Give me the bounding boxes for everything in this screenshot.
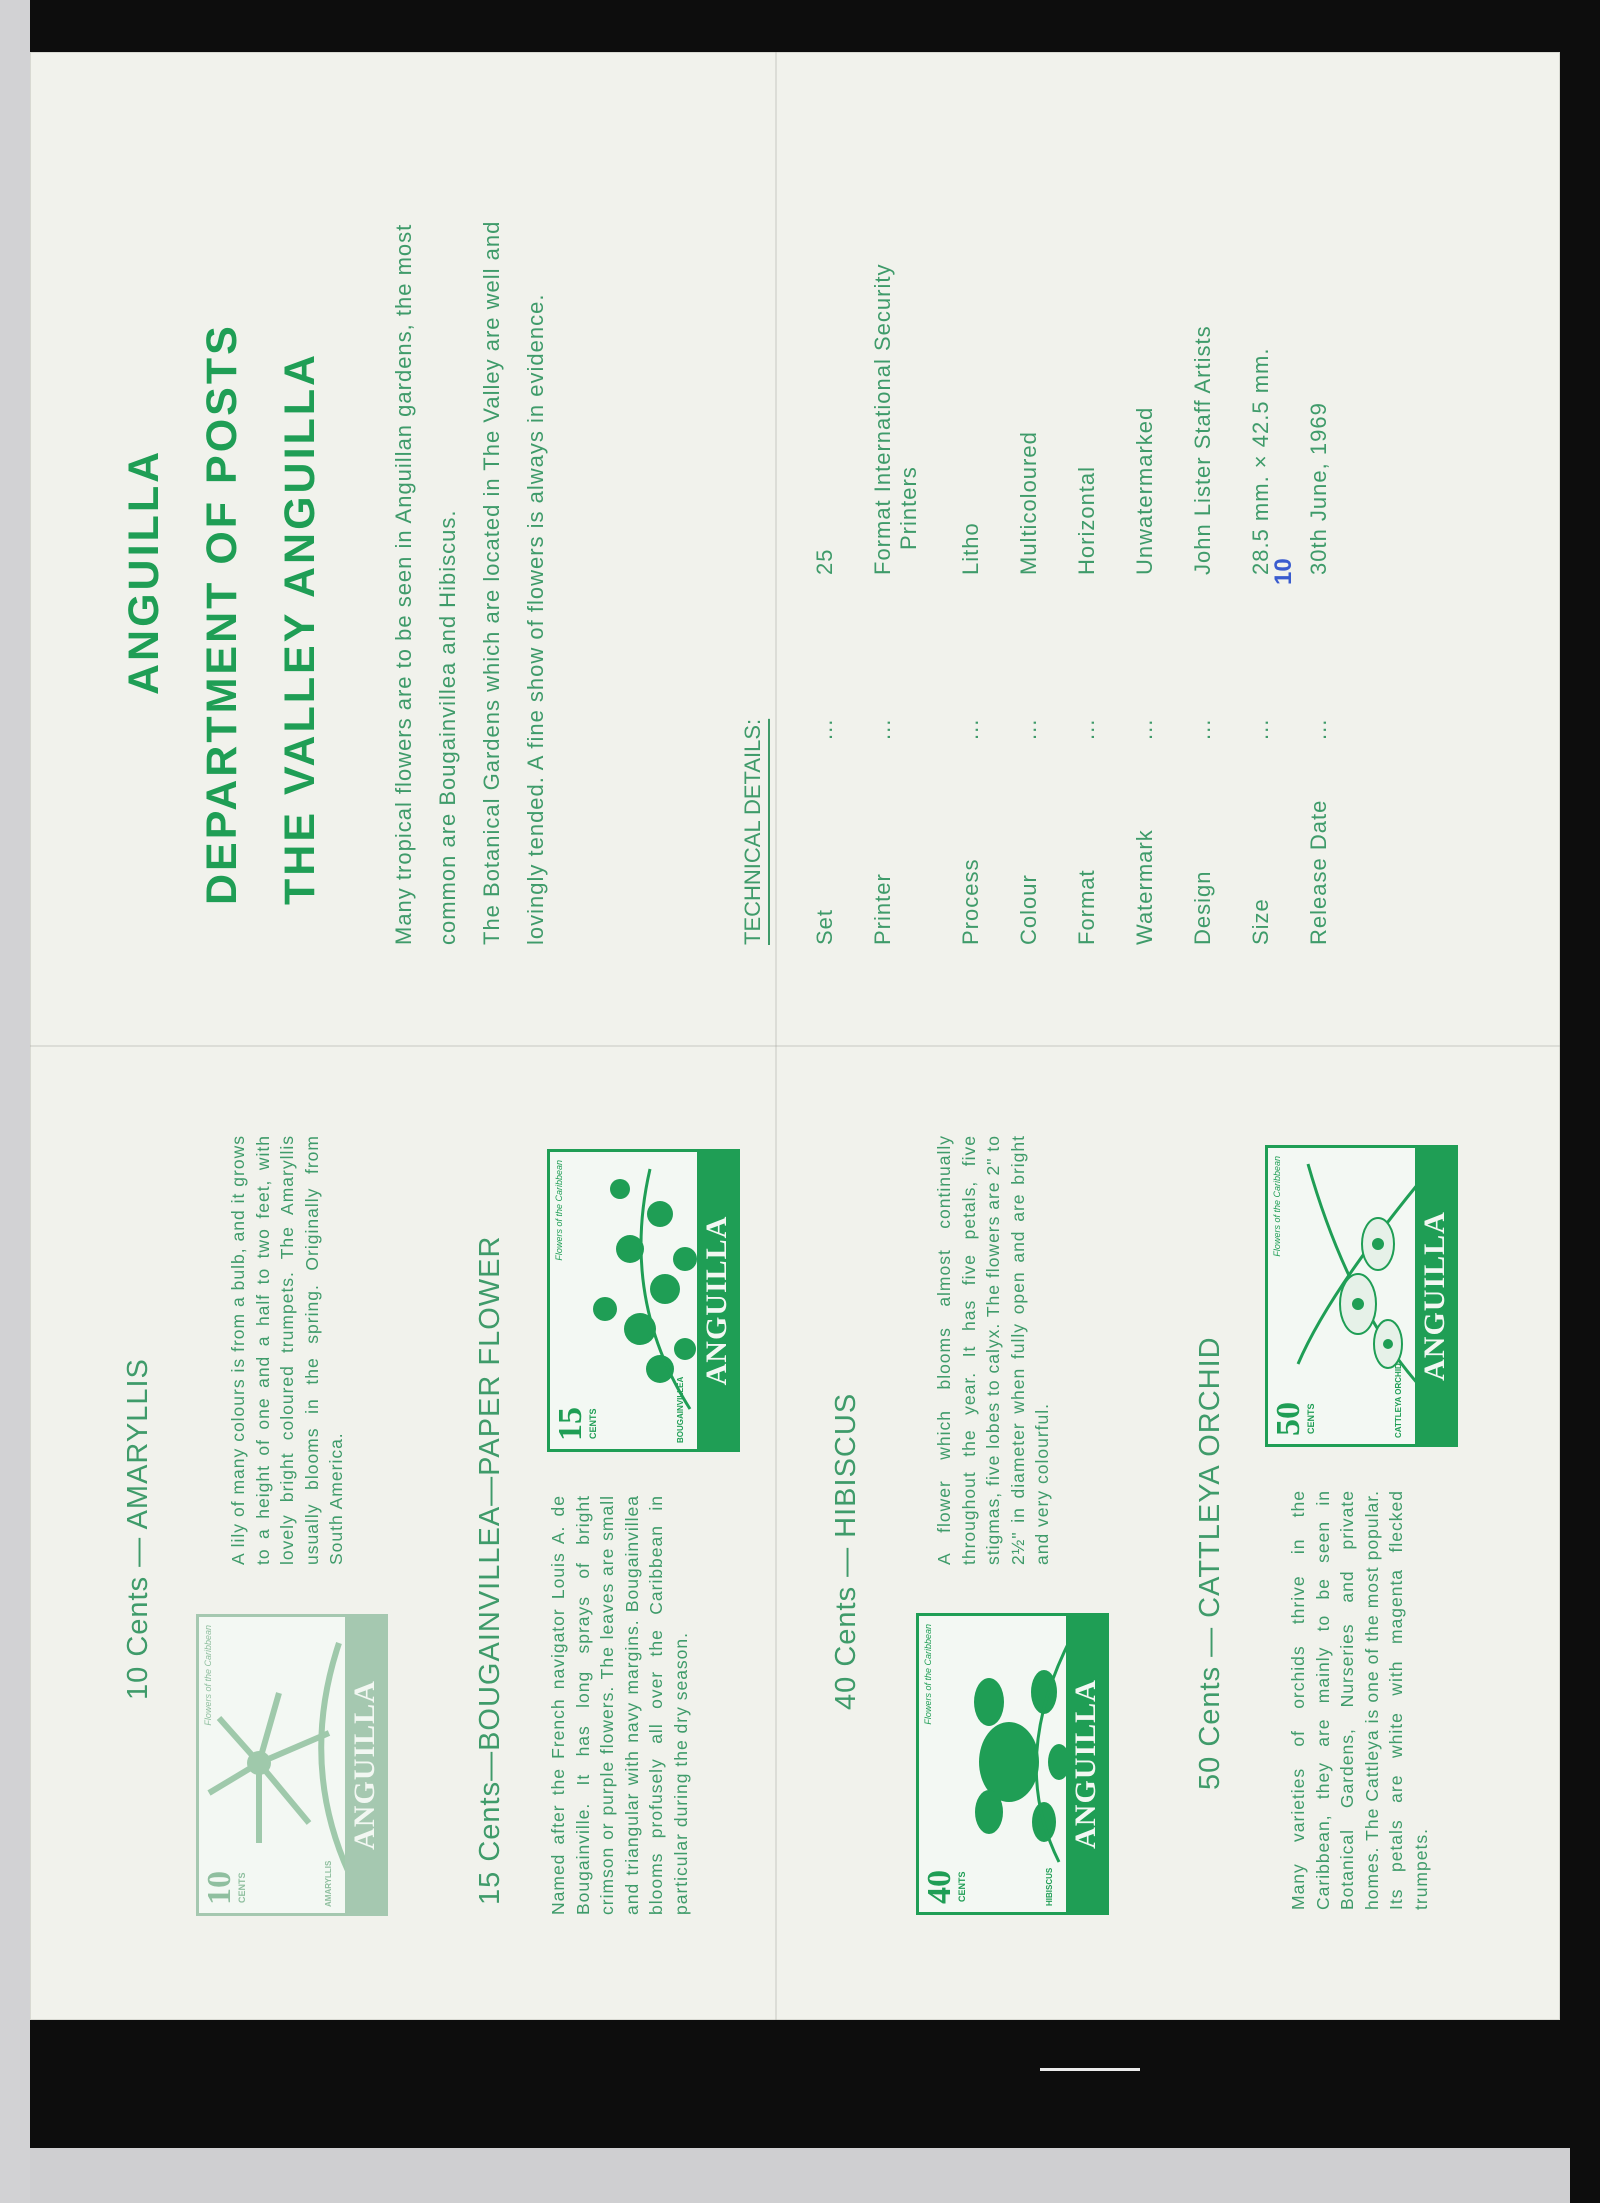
stamp-15c-bougainvillea: Flowers of the Caribbean 15 CENTS BOUGAINVILLEA ANGUILLA	[547, 1149, 740, 1452]
heading-15-cents: 15 Cents—BOUGAINVILLEA—PAPER FLOWER	[474, 1235, 506, 1905]
tech-row-format: Format ... Horizontal	[1074, 465, 1099, 945]
heading-50-cents: 50 Cents — CATTLEYA ORCHID	[1194, 1336, 1226, 1790]
tech-row-colour: Colour ... Multicoloured	[1016, 431, 1041, 945]
fold-line-vertical	[775, 52, 777, 2020]
stamp-10c-amaryllis: Flowers of the Caribbean 10 CENTS AMARYLLIS ANGUILLA	[196, 1614, 388, 1916]
intro-paragraph-1: Many tropical flowers are to be seen in Anguillan gardens, the most common are Bougainvillea and Hibiscus.	[391, 223, 460, 945]
left-margin-strip	[0, 0, 30, 2203]
handwritten-correction: 10	[1270, 558, 1297, 585]
fold-line-horizontal	[30, 1045, 1560, 1047]
stamp-50c-cattleya: Flowers of the Caribbean 50 CENTS CATTLEYA ORCHID ANGUILLA	[1265, 1145, 1458, 1447]
technical-heading: TECHNICAL DETAILS:	[740, 718, 765, 945]
tech-row-process: Process ... Litho	[958, 522, 983, 945]
text-amaryllis: A lily of many colours is from a bulb, and it grows to a height of one and a half to two feet, with lovely bright coloured trumpets. The Amaryllis usually blooms in the spring. Originally from South America.	[228, 1135, 346, 1565]
heading-10-cents: 10 Cents — AMARYLLIS	[122, 1358, 154, 1700]
tech-row-set: Set ... 25	[812, 548, 837, 945]
text-cattleya: Many varieties of orchids thrive in the Caribbean, they are mainly to be seen in Botanical Gardens, Nurseries and private homes. The Cattleya is one of the most popular. Its petals are white with magenta flecked trumpets.	[1288, 1490, 1431, 1910]
header-department: DEPARTMENT OF POSTS	[198, 323, 246, 905]
text-hibiscus: A flower which blooms almost continually throughout the year. It has five petals, five stigmas, five lobes to calyx. The flowers are 2" to 2½" in diameter when fully open and are bright and very colourful.	[934, 1135, 1052, 1565]
stamp-40c-hibiscus: Flowers of the Caribbean 40 CENTS HIBISCUS ANGUILLA	[916, 1613, 1109, 1915]
tech-row-printer: Printer ... Format International Security Printers	[870, 263, 921, 945]
album-bottom-strip	[30, 2148, 1570, 2203]
header-valley: THE VALLEY ANGUILLA	[276, 351, 324, 905]
text-bougainvillea: Named after the French navigator Louis A. de Bougainville. It has long sprays of bright crimson or purple flowers. The leaves are small and triangular with navy margins. Bougainvillea blooms profusely all over the Caribbean in particular during the dry season.	[548, 1495, 691, 1915]
tech-row-watermark: Watermark ... Unwatermarked	[1132, 406, 1157, 945]
scratch-mark	[1040, 2068, 1140, 2071]
tech-row-size: Size ... 28.5 mm. × 42.5 mm.	[1248, 347, 1273, 945]
header-anguilla: ANGUILLA	[120, 448, 168, 695]
tech-row-release-date: Release Date ... 30th June, 1969	[1306, 402, 1331, 945]
tech-row-design: Design ... John Lister Staff Artists	[1190, 325, 1215, 945]
intro-paragraph-2: The Botanical Gardens which are located in The Valley are well and lovingly tended. A fine show of flowers is always in evidence.	[479, 220, 548, 945]
heading-40-cents: 40 Cents — HIBISCUS	[830, 1392, 862, 1710]
